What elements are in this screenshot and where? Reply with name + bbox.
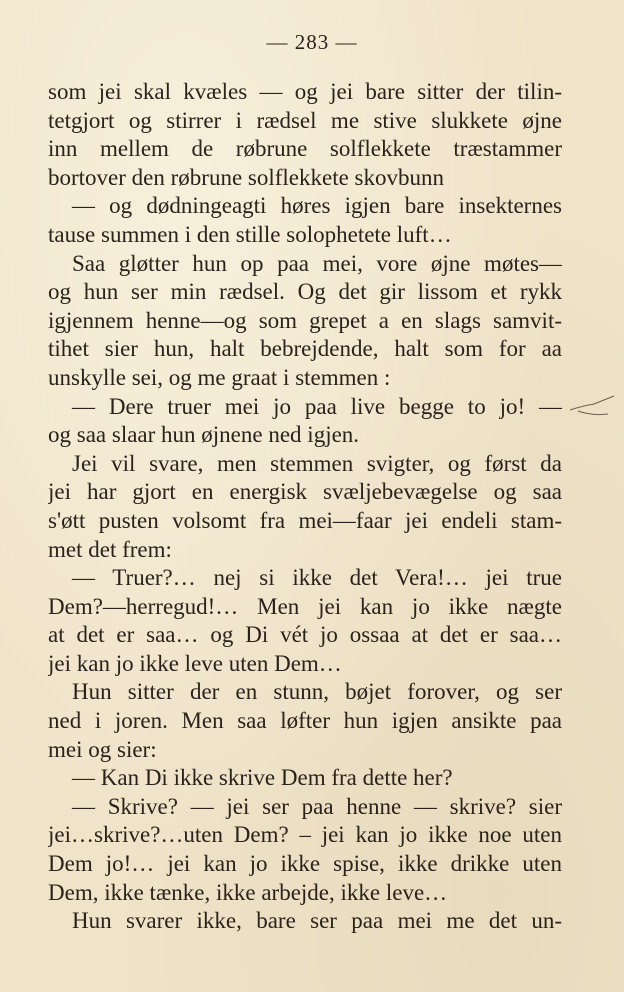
text-line: tause summen i den stille solophetete luft… [48,221,452,247]
text-line: mei og sier: [48,736,157,762]
text-line: — Kan Di ikke skrive Dem fra dette her? [72,765,453,791]
text-line: som jei skal kvæles — og jei bare sitter der tilin- [48,79,562,104]
page-number: — 283 — [266,30,358,54]
body-text [48,78,562,936]
text-line: tihet sier hun, halt bebrejdende, halt som for aa [48,336,562,362]
text-line: tetgjort og stirrer i rædsel me stive slukkete øjne [48,107,562,133]
text-line: Dem jo!… jei kan jo ikke spise, ikke drikke uten [48,851,562,877]
text-line: Dem?—herregud!… Men jei kan jo ikke nægte [48,593,562,619]
text-line: — og dødningeagti høres igjen bare insekternes [72,193,562,219]
text-line: Hun sitter der en stunn, bøjet forover, og ser [72,679,562,705]
text-line: og hun ser min rædsel. Og det gir lissom et rykk [48,279,562,305]
text-line: igjennem henne—og som grepet a en slags samvit- [48,307,562,333]
text-line: inn mellem de røbrune solflekkete træstammer [48,136,562,162]
text-line: jei…skrive?…uten Dem? – jei kan jo ikke noe uten [48,822,562,848]
text-line: Saa gløtter hun op paa mei, vore øjne møtes— [72,250,562,276]
text-line: unskylle sei, og me graat i stemmen : [48,364,391,390]
text-line: Jei vil svare, men stemmen svigter, og først da [72,450,562,476]
pencil-mark-icon [568,394,618,420]
text-line: Dem, ikke tænke, ikke arbejde, ikke leve… [48,879,448,905]
text-line: — Dere truer mei jo paa live begge to jo! — [72,393,562,419]
text-line: ned i joren. Men saa løfter hun igjen ansikte paa [48,708,562,734]
text-line: jei kan jo ikke leve uten Dem… [48,650,342,676]
text-line: at det er saa… og Di vét jo ossaa at det er saa… [48,622,562,648]
text-line: s'øtt pusten volsomt fra mei—faar jei endeli stam- [48,507,562,533]
text-line: og saa slaar hun øjnene ned igjen. [48,422,360,448]
text-line: — Skrive? — jei ser paa henne — skrive? sier [72,793,562,819]
text-line: jei har gjort en energisk svæljebevægelse og saa [48,479,562,505]
text-line: Hun svarer ikke, bare ser paa mei me det un- [72,908,562,934]
text-line: — Truer?… nej si ikke det Vera!… jei true [72,565,562,591]
text-line: bortover den røbrune solflekkete skovbunn [48,164,445,190]
text-line: met det frem: [48,536,172,562]
